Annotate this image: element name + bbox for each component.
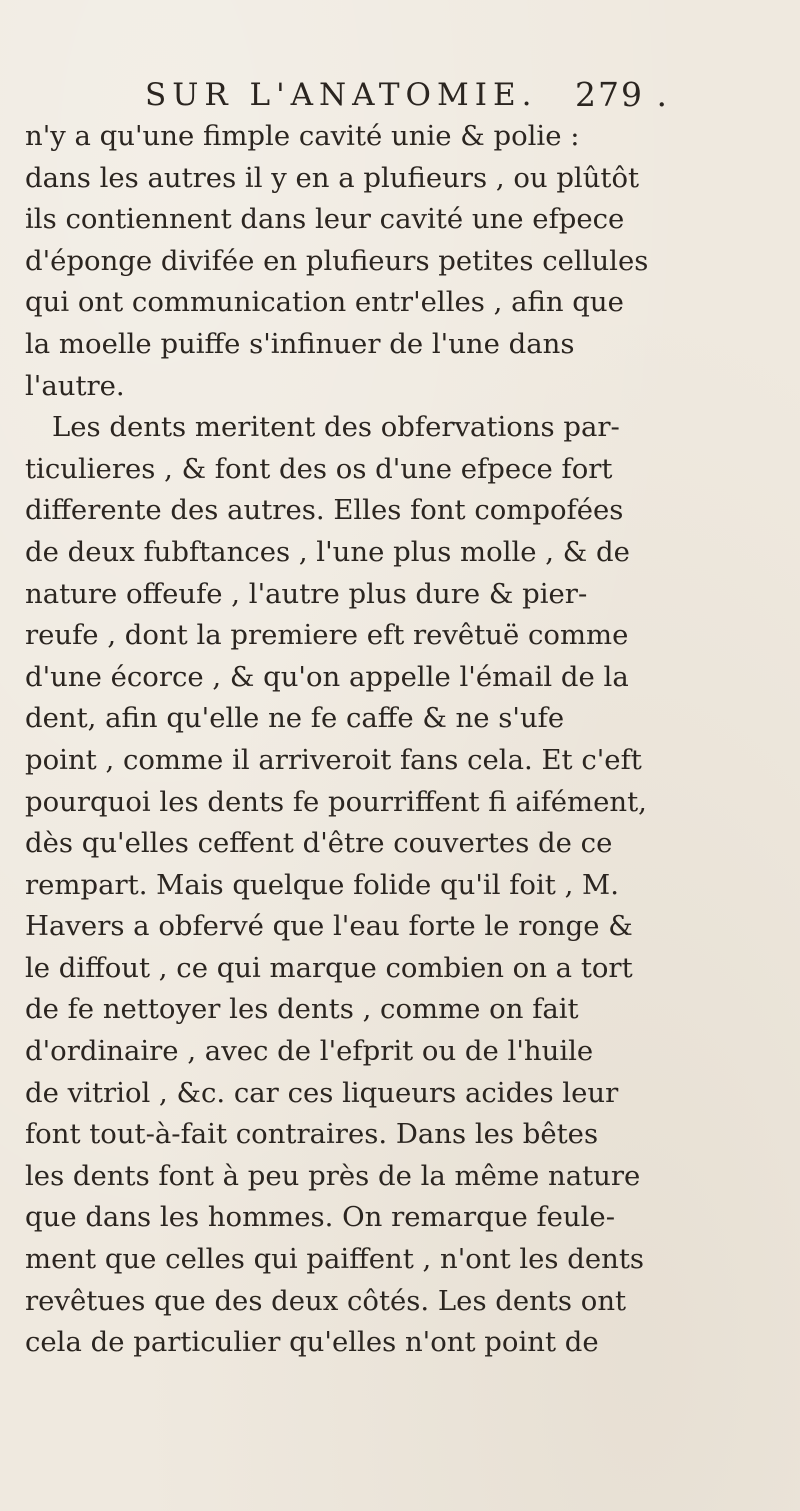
page-header	[0, 75, 800, 115]
text-line: font tout-à-fait contraires. Dans les bêtes	[25, 1118, 599, 1151]
running-title: SUR L'ANATOMIE.	[145, 77, 538, 113]
text-line: nature offeufe , l'autre plus dure & pier-	[25, 577, 588, 610]
text-line: que dans les hommes. On remarque feule-	[25, 1201, 616, 1234]
text-line: ticulieres , & font des os d'une efpece fort	[25, 452, 613, 485]
text-line: la moelle puiffe s'infinuer de l'une dans	[25, 327, 575, 360]
text-line: les dents font à peu près de la même nature	[25, 1159, 641, 1192]
text-line: n'y a qu'une fimple cavité unie & polie :	[25, 120, 580, 152]
text-line: dès qu'elles ceffent d'être couvertes de ce	[25, 827, 613, 860]
text-line: revêtues que des deux côtés. Les dents ont	[25, 1284, 627, 1317]
text-line: de vitriol , &c. car ces liqueurs acides leur	[25, 1076, 619, 1109]
text-line: l'autre.	[25, 369, 125, 402]
body-text	[25, 116, 785, 1364]
text-line: d'ordinaire , avec de l'efprit ou de l'huile	[25, 1035, 594, 1068]
text-line: pourquoi les dents fe pourriffent fi aifément,	[25, 785, 647, 818]
text-line: cela de particulier qu'elles n'ont point de	[25, 1326, 599, 1359]
text-line: d'éponge divifée en plufieurs petites cellules	[25, 244, 649, 277]
text-line: dans les autres il y en a plufieurs , ou plûtôt	[25, 161, 640, 194]
text-line: d'une écorce , & qu'on appelle l'émail de la	[25, 660, 629, 693]
text-line: Havers a obfervé que l'eau forte le ronge &	[25, 910, 633, 943]
page-number: 279 .	[575, 75, 669, 114]
text-line: de deux fubftances , l'une plus molle , & de	[25, 535, 630, 568]
text-line: rempart. Mais quelque folide qu'il foit , M.	[25, 868, 619, 901]
text-line: le diffout , ce qui marque combien on a tort	[25, 951, 633, 984]
text-line: ils contiennent dans leur cavité une efpece	[25, 203, 625, 236]
text-line: reufe , dont la premiere eft revêtuë comme	[25, 619, 629, 652]
text-line: qui ont communication entr'elles , afin que	[25, 286, 624, 319]
text-line: differente des autres. Elles font compofées	[25, 494, 624, 527]
paragraph-start-line: Les dents meritent des obfervations par-	[52, 411, 620, 444]
text-line: ment que celles qui paiffent , n'ont les dents	[25, 1243, 645, 1276]
text-line: point , comme il arriveroit fans cela. Et c'eft	[25, 743, 642, 776]
text-line: de fe nettoyer les dents , comme on fait	[25, 993, 579, 1026]
text-line: dent, afin qu'elle ne fe caffe & ne s'ufe	[25, 702, 565, 735]
